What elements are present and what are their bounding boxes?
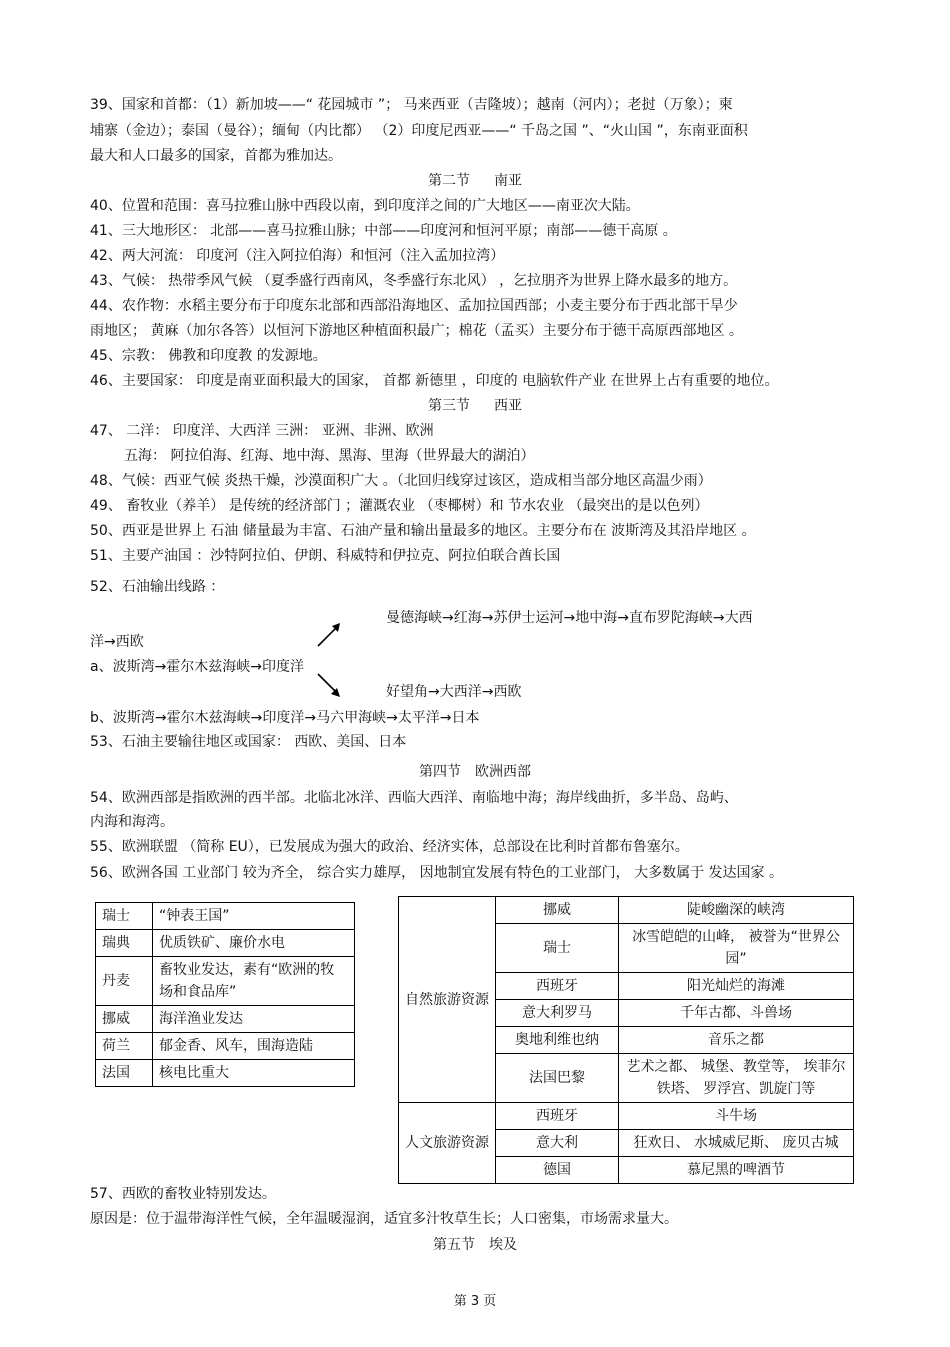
table-cell: 斗牛场 bbox=[619, 1103, 854, 1130]
text-line-48: 48、气候：西亚气候 炎热干燥，沙漠面积广大 。（北回归线穿过该区，造成相当部分地区高温少雨） bbox=[90, 473, 712, 489]
section-number: 第二节 bbox=[428, 173, 470, 189]
text-line-52: 52、石油输出线路 ： bbox=[90, 579, 225, 595]
text-line-43: 43、气候： 热带季风气候 （夏季盛行西南风，冬季盛行东北风） ，乞拉朋齐为世界上降水最多的地方。 bbox=[90, 273, 738, 289]
text-line-45: 45、宗教： 佛教和印度教 的发源地。 bbox=[90, 348, 327, 364]
text-line-54b: 内海和海湾。 bbox=[90, 814, 174, 830]
text-line-55: 55、欧洲联盟 （简称 EU），已发展成为强大的政治、经济实体，总部设在比利时首都布鲁塞尔。 bbox=[90, 839, 689, 855]
text-line-39c: 最大和人口最多的国家，首都为雅加达。 bbox=[90, 148, 342, 164]
table-cell: 丹麦 bbox=[96, 957, 153, 1006]
table-cell: 冰雪皑皑的山峰， 被誉为“世界公园” bbox=[619, 924, 854, 973]
tourism-resources-table bbox=[398, 896, 854, 1184]
table-cell: “钟表王国” bbox=[153, 903, 355, 930]
page-number: 第 3 页 bbox=[453, 1294, 497, 1309]
text-line-47b: 五海： 阿拉伯海、红海、地中海、黑海、里海（世界最大的湖泊） bbox=[124, 448, 535, 464]
table-cell: 德国 bbox=[496, 1157, 619, 1184]
text-line-41: 41、三大地形区： 北部——喜马拉雅山脉；中部——印度河和恒河平原；南部——德干高原 。 bbox=[90, 223, 677, 239]
table-cell: 优质铁矿、廉价水电 bbox=[153, 930, 355, 957]
route-line-a-upper: 曼德海峡→红海→苏伊士运河→地中海→直布罗陀海峡→大西 bbox=[386, 610, 753, 626]
table-cell: 陡峻幽深的峡湾 bbox=[619, 897, 854, 924]
table-cell: 西班牙 bbox=[496, 1103, 619, 1130]
table-cell: 阳光灿烂的海滩 bbox=[619, 973, 854, 1000]
table-cell: 法国巴黎 bbox=[496, 1054, 619, 1103]
table-cell: 音乐之都 bbox=[619, 1027, 854, 1054]
section-heading-3 bbox=[0, 397, 950, 415]
country-industry-table bbox=[95, 902, 355, 1087]
text-line-50: 50、西亚是世界上 石油 储量最为丰富、石油产量和输出量最多的地区。主要分布在 波斯湾及其沿岸地区 。 bbox=[90, 523, 756, 539]
route-line-a-upper-cont: 洋→西欧 bbox=[90, 634, 144, 650]
section-number: 第五节 bbox=[433, 1237, 475, 1253]
table-cell: 艺术之都、 城堡、教堂等， 埃菲尔铁塔、 罗浮宫、凯旋门等 bbox=[619, 1054, 854, 1103]
route-line-b: b、波斯湾→霍尔木兹海峡→印度洋→马六甲海峡→太平洋→日本 bbox=[90, 710, 480, 726]
table-row bbox=[96, 1033, 355, 1060]
text-line-56: 56、欧洲各国 工业部门 较为齐全， 综合实力雄厚， 因地制宜发展有特色的工业部门， 大多数属于 发达国家 。 bbox=[90, 865, 783, 881]
table-cell: 瑞士 bbox=[496, 924, 619, 973]
section-title: 埃及 bbox=[489, 1237, 517, 1253]
table-cell: 意大利 bbox=[496, 1130, 619, 1157]
section-heading-5 bbox=[0, 1236, 950, 1254]
table-cell: 畜牧业发达，素有“欧洲的牧场和食品库” bbox=[153, 957, 355, 1006]
section-heading-4 bbox=[0, 763, 950, 781]
table-cell: 挪威 bbox=[96, 1006, 153, 1033]
table-row bbox=[399, 1103, 854, 1130]
table-cell: 荷兰 bbox=[96, 1033, 153, 1060]
table-cell: 郁金香、风车，围海造陆 bbox=[153, 1033, 355, 1060]
text-line-53: 53、石油主要输往地区或国家： 西欧、美国、日本 bbox=[90, 734, 407, 750]
table-cell: 挪威 bbox=[496, 897, 619, 924]
text-line-44b: 雨地区； 黄麻（加尔各答）以恒河下游地区种植面积最广；棉花（孟买）主要分布于德干高原西部地区 。 bbox=[90, 323, 743, 339]
text-line-57: 57、西欧的畜牧业特别发达。 bbox=[90, 1186, 276, 1202]
text-line-54a: 54、欧洲西部是指欧洲的西半部。北临北冰洋、西临大西洋、南临地中海；海岸线曲折，多半岛、岛屿、 bbox=[90, 790, 738, 806]
text-line-57-reason: 原因是：位于温带海洋性气候，全年温暖湿润，适宜多汁牧草生长；人口密集，市场需求量大。 bbox=[90, 1211, 678, 1227]
table-cell: 法国 bbox=[96, 1060, 153, 1087]
text-line-39a: 39、国家和首都：（1）新加坡——“ 花园城市 ”； 马来西亚（吉隆坡）；越南（河内）；老挝（万象）；柬 bbox=[90, 97, 733, 113]
text-line-39b: 埔寨（金边）；泰国（曼谷）；缅甸（内比都） （2）印度尼西亚——“ 千岛之国 ”、“火山国 ”，东南亚面积 bbox=[90, 123, 748, 139]
group-cell-cultural: 人文旅游资源 bbox=[399, 1103, 496, 1184]
table-cell: 核电比重大 bbox=[153, 1060, 355, 1087]
arrow-down-right-icon bbox=[314, 670, 344, 700]
table-cell: 千年古都、斗兽场 bbox=[619, 1000, 854, 1027]
arrow-up-right-icon bbox=[314, 620, 344, 650]
group-cell-natural: 自然旅游资源 bbox=[399, 897, 496, 1103]
section-title: 西亚 bbox=[494, 398, 522, 414]
route-line-a-lower: 好望角→大西洋→西欧 bbox=[386, 684, 522, 700]
text-line-42: 42、两大河流： 印度河（注入阿拉伯海）和恒河（注入孟加拉湾） bbox=[90, 248, 505, 264]
table-row bbox=[96, 957, 355, 1006]
section-title: 欧洲西部 bbox=[475, 764, 531, 780]
table-cell: 瑞典 bbox=[96, 930, 153, 957]
section-number: 第四节 bbox=[419, 764, 461, 780]
text-line-47a: 47、 二洋： 印度洋、大西洋 三洲： 亚洲、非洲、欧洲 bbox=[90, 423, 434, 439]
table-cell: 奥地利维也纳 bbox=[496, 1027, 619, 1054]
text-line-40: 40、位置和范围：喜马拉雅山脉中西段以南，到印度洋之间的广大地区——南亚次大陆。 bbox=[90, 198, 640, 214]
table-cell: 海洋渔业发达 bbox=[153, 1006, 355, 1033]
text-line-46: 46、主要国家： 印度是南亚面积最大的国家， 首都 新德里 ，印度的 电脑软件产业 在世界上占有重要的地位。 bbox=[90, 373, 779, 389]
section-title: 南亚 bbox=[494, 173, 522, 189]
table-cell: 狂欢日、 水城威尼斯、 庞贝古城 bbox=[619, 1130, 854, 1157]
table-row bbox=[96, 930, 355, 957]
text-line-49: 49、 畜牧业（养羊） 是传统的经济部门 ；灌溉农业 （枣椰树）和 节水农业 （最突出的是以色列） bbox=[90, 498, 709, 514]
text-line-44a: 44、农作物：水稻主要分布于印度东北部和西部沿海地区、孟加拉国西部；小麦主要分布于西北部干旱少 bbox=[90, 298, 738, 314]
table-cell: 西班牙 bbox=[496, 973, 619, 1000]
table-cell: 慕尼黑的啤酒节 bbox=[619, 1157, 854, 1184]
table-row bbox=[96, 903, 355, 930]
table-cell: 意大利罗马 bbox=[496, 1000, 619, 1027]
text-line-51: 51、主要产油国 ：沙特阿拉伯、伊朗、科威特和伊拉克、阿拉伯联合酋长国 bbox=[90, 548, 561, 564]
table-row bbox=[399, 897, 854, 924]
section-heading-2 bbox=[0, 172, 950, 190]
section-number: 第三节 bbox=[428, 398, 470, 414]
table-row bbox=[96, 1006, 355, 1033]
route-line-a: a、波斯湾→霍尔木兹海峡→印度洋 bbox=[90, 659, 305, 675]
table-row bbox=[96, 1060, 355, 1087]
table-cell: 瑞士 bbox=[96, 903, 153, 930]
